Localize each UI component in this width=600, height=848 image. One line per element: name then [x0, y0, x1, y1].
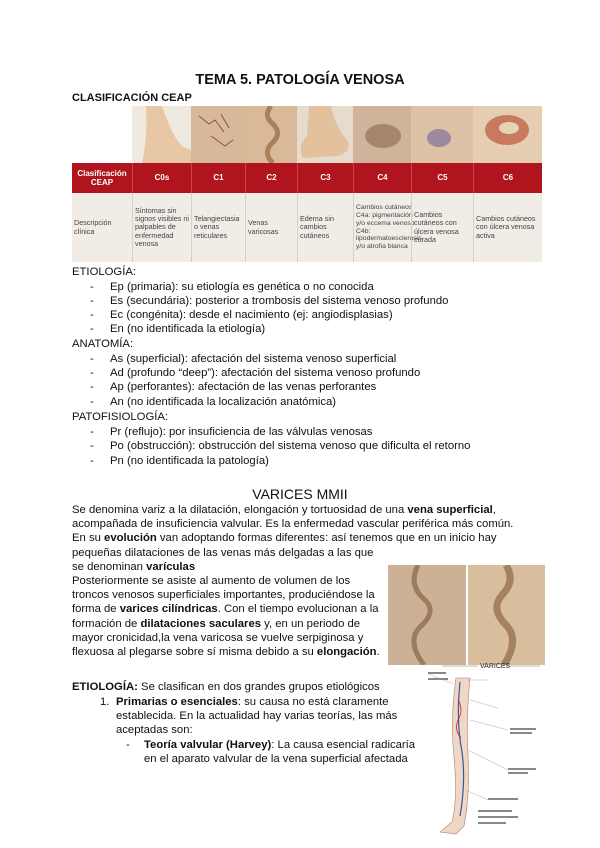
text: Se clasifican en dos grandes grupos etiológicos: [137, 681, 380, 693]
text: mayor cronicidad,la vena varicosa se vuelve serpiginosa y: [72, 631, 364, 644]
ceap-description: Cambios cutáneos con úlcera venosa activa: [473, 193, 542, 262]
list-item: - Ep (primaria): su etiología es genética o no conocida: [90, 281, 374, 293]
varices-leg-photos: [388, 565, 545, 665]
ceap-photo-c5: [411, 106, 473, 163]
page-title: TEMA 5. PATOLOGÍA VENOSA: [195, 72, 405, 88]
varices-anatomy-diagram: [428, 660, 548, 838]
section-title: VARICES MMII: [252, 486, 348, 502]
list-item: - Pr (reflujo): por insuficiencia de las válvulas venosas: [90, 426, 373, 438]
list-item: - Po (obstrucción): obstrucción del sistema venoso que dificulta el retorno: [90, 440, 471, 452]
bold-text: varículas: [146, 560, 196, 573]
ceap-code: C6: [473, 163, 542, 193]
ceap-description: Síntomas sin signos visibles ni palpables de enfermedad venosa: [132, 193, 191, 262]
dash: -: [126, 739, 130, 751]
ceap-description: Cambios cutáneos con úlcera venosa curada: [411, 193, 473, 262]
ceap-description: Cambios cutáneos C4a: pigmentación y/o eccema venoso C4b: lipodermatoesclerosis y/o atrofia blanca: [353, 193, 411, 262]
ceap-header-row: [72, 163, 542, 193]
ceap-photo-c1: [191, 106, 245, 163]
text: : su causa no está claramente: [237, 696, 389, 708]
list-item-text: Es (secundária): posterior a trombosis del sistema venoso profundo: [110, 295, 449, 307]
text: En su: [72, 532, 105, 545]
ceap-code: C5: [411, 163, 473, 193]
text: : La causa esencial radicaría: [271, 739, 416, 751]
diagram-label: VARICES: [480, 663, 511, 670]
text: formación de: [72, 617, 141, 630]
list-item: - Es (secundária): posterior a trombosis del sistema venoso profundo: [90, 295, 449, 307]
list-item-text: Pr (reflujo): por insuficiencia de las válvulas venosas: [110, 426, 373, 438]
list-item: - Ec (congénita): desde el nacimiento (ej: angiodisplasias): [90, 309, 393, 321]
ceap-photo-c3: [297, 106, 353, 163]
ceap-description: Edema sin cambios cutáneos: [297, 193, 353, 262]
list-item-text: Ep (primaria): su etiología es genética o no conocida: [110, 281, 374, 293]
ceap-row-label: Descripción clínica: [74, 218, 112, 236]
list-item-text: As (superficial): afectación del sistema venoso superficial: [110, 353, 397, 365]
bold-text: varices cilíndricas: [119, 603, 218, 616]
ceap-description-row: [72, 193, 542, 262]
list-item-text: Ec (congénita): desde el nacimiento (ej: angiodisplasias): [110, 309, 393, 321]
list-item-text: Ad (profundo “deep”): afectación del sistema venoso profundo: [110, 367, 421, 379]
ceap-photo-c2: [245, 106, 297, 163]
text: . Con el tiempo evolucionan a la: [217, 603, 379, 616]
list-item: - En (no identificada la etiología): [90, 323, 266, 335]
ceap-code: C4: [353, 163, 411, 193]
list-item-text: Ap (perforantes): afectación de las venas perforantes: [110, 381, 377, 393]
text: ,: [492, 504, 496, 516]
list-item: - Ap (perforantes): afectación de las venas perforantes: [90, 381, 377, 393]
list-item-text: Pn (no identificada la patología): [110, 455, 269, 467]
bold-text: elongación: [316, 646, 377, 659]
ceap-table: [72, 106, 542, 262]
ceap-description: Venas varicosas: [245, 193, 297, 262]
numbered-item: [100, 695, 398, 738]
anatomia-heading: ANATOMÍA:: [72, 338, 134, 350]
etiologia-heading: ETIOLOGÍA:: [72, 266, 137, 278]
text: en el aparato valvular de la vena superficial afectada: [144, 753, 408, 766]
list-item: - An (no identificada la localización anatómica): [90, 396, 337, 408]
bold-text: evolución: [104, 532, 157, 545]
bold-text: Primarias o esenciales: [116, 696, 238, 708]
bold-text: vena superficial: [407, 504, 493, 516]
ceap-photo-blank: [72, 106, 132, 163]
ceap-description: Telangiectasia o venas reticulares: [191, 193, 245, 262]
list-item: - As (superficial): afectación del sistema venoso superficial: [90, 353, 397, 365]
list-item: - Pn (no identificada la patología): [90, 455, 269, 467]
list-item-text: An (no identificada la localización anatómica): [110, 396, 337, 408]
ceap-code: C1: [191, 163, 245, 193]
text: troncos venosos superficiales importantes, produciéndose la: [72, 589, 375, 602]
sub-item: [126, 738, 416, 766]
ceap-photo-c0s: [132, 106, 191, 163]
text: .: [376, 646, 380, 659]
ceap-photo-row: [72, 106, 542, 163]
text: establecida. En la actualidad hay varias teorías, las más: [116, 710, 398, 723]
text: se denominan: [72, 560, 147, 573]
text: flexuosa al plegarse sobre sí misma debido a su: [72, 646, 317, 659]
text: Posteriormente se asiste al aumento de volumen de los: [72, 575, 351, 588]
patofisiologia-heading: PATOFISIOLOGÍA:: [72, 411, 169, 423]
text: Se denomina variz a la dilatación, elongación y tortuosidad de una: [72, 504, 408, 516]
text: van adoptando formas diferentes: así tenemos que en un inicio hay: [156, 532, 497, 545]
ceap-code: C2: [245, 163, 297, 193]
ceap-photo-c4: [353, 106, 411, 163]
text: forma de: [72, 603, 120, 616]
etiologia-label: ETIOLOGÍA:: [72, 681, 138, 693]
ceap-code: C3: [297, 163, 353, 193]
text: y, en un periodo de: [261, 617, 361, 630]
etiologia-line: [72, 680, 380, 694]
list-item-text: Po (obstrucción): obstrucción del sistema venoso que dificulta el retorno: [110, 440, 471, 452]
text: pequeñas dilataciones de las venas más delgadas a las que: [72, 546, 374, 559]
text: aceptadas son:: [116, 724, 193, 737]
item-number: 1.: [100, 696, 110, 708]
bold-text: dilataciones saculares: [140, 617, 262, 630]
ceap-photo-c6: [473, 106, 542, 163]
ceap-heading: CLASIFICACIÓN CEAP: [72, 92, 192, 104]
list-item-text: En (no identificada la etiología): [110, 323, 266, 335]
text: acompañada de insuficiencia valvular. Es la enfermedad vascular periférica más común.: [72, 518, 514, 531]
bold-text: Teoría valvular (Harvey): [144, 739, 272, 751]
ceap-header-label: Clasificación CEAP: [77, 168, 127, 187]
ceap-code: C0s: [132, 163, 191, 193]
list-item: - Ad (profundo “deep”): afectación del sistema venoso profundo: [90, 367, 421, 379]
